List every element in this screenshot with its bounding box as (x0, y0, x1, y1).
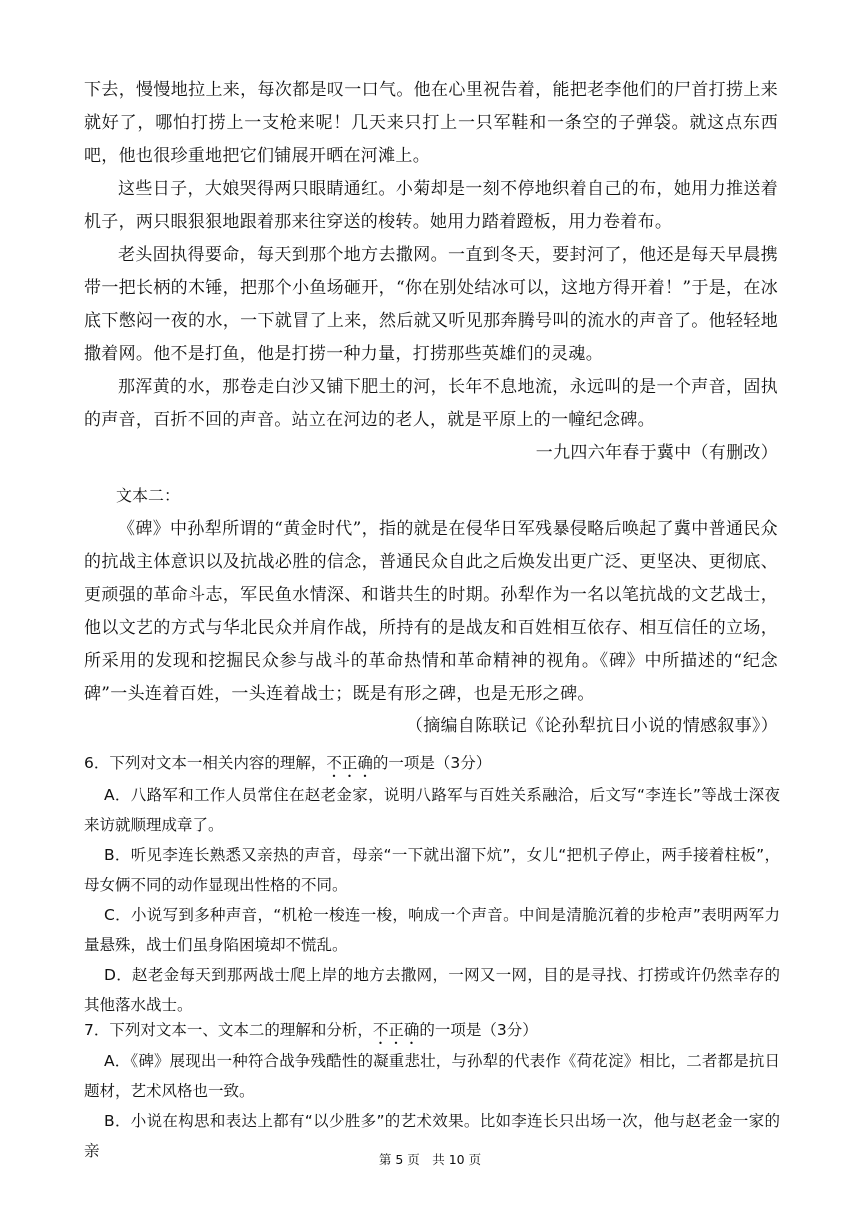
question-7-option-b: B．小说在构思和表达上都有“以少胜多”的艺术效果。比如李连长只出场一次，他与赵老金一家的亲 (84, 1112, 780, 1160)
text1-paragraph-4: 那浑黄的水，那卷走白沙又铺下肥土的河，长年不息地流，永远叫的是一个声音，固执的声音，百折不回的声音。站立在河边的老人，就是平原上的一幢纪念碑。 (84, 377, 778, 430)
question-7-stem (84, 1015, 778, 1048)
question-6-option-a: A．八路军和工作人员常住在赵老金家，说明八路军与百姓关系融洽，后文写“李连长”等战士深夜来访就顺理成章了。 (84, 786, 780, 834)
question-6-stem (84, 748, 778, 781)
question-7-stem-prefix: 7．下列对文本一、文本二的理解和分析， (84, 1021, 373, 1039)
text1-signature: 一九四六年春于冀中（有删改） (535, 443, 778, 463)
text1-paragraph-2: 这些日子，大娘哭得两只眼睛通红。小菊却是一刻不停地织着自己的布，她用力推送着机子，两只眼狠狠地跟着那来往穿送的梭转。她用力踏着蹬板，用力卷着布。 (84, 179, 778, 232)
text2-source: （摘编自陈联记《论孙犁抗日小说的情感叙事》） (405, 716, 778, 736)
question-6-option-c: C．小说写到多种声音，“机枪一梭连一梭，响成一个声音。中间是清脆沉着的步枪声”表明两军力量悬殊，战士们虽身陷困境却不慌乱。 (84, 906, 780, 954)
question-6-stem-emphasis: 不正确 (326, 754, 373, 772)
question-6-option-b: B．听见李连长熟悉又亲热的声音，母亲“一下就出溜下炕”，女儿“把机子停止，两手接着柱板”，母女俩不同的动作显现出性格的不同。 (84, 846, 780, 894)
question-6-option-d: D．赵老金每天到那两战士爬上岸的地方去撒网，一网又一网，目的是寻找、打捞或许仍然幸存的其他落水战士。 (84, 966, 780, 1014)
question-6-stem-suffix: 的一项是（3分） (372, 754, 492, 772)
text2-label: 文本二： (116, 486, 181, 505)
page-footer: 第 5 页 共 10 页 (378, 1152, 482, 1167)
question-7-stem-suffix: 的一项是（3分） (419, 1021, 538, 1039)
question-7-option-a: A．《碑》展现出一种符合战争残酷性的凝重悲壮，与孙犁的代表作《荷花淀》相比，二者都是抗日题材，艺术风格也一致。 (84, 1052, 780, 1100)
text2-paragraph: 《碑》中孙犁所谓的“黄金时代”，指的就是在侵华日军残暴侵略后唤起了冀中普通民众的抗战主体意识以及抗战必胜的信念，普通民众自此之后焕发出更广泛、更坚决、更彻底、更顽强的革命斗志，军民鱼水情深、和谐共生的时期。孙犁作为一名以笔抗战的文艺战士，他以文艺的方式与华北民众并肩作战，所持有的是战友和百姓相互依存、相互信任的立场，所采用的发现和挖掘民众参与战斗的革命热情和革命精神的视角。《碑》中所描述的“纪念碑”一头连着百姓，一头连着战士；既是有形之碑，也是无形之碑。 (84, 519, 778, 704)
text1-paragraph-1: 下去，慢慢地拉上来，每次都是叹一口气。他在心里祝告着，能把老李他们的尸首打捞上来就好了，哪怕打捞上一支枪来呢！几天来只打上一只军鞋和一条空的子弹袋。就这点东西吧，他也很珍重地把它们铺展开晒在河滩上。 (84, 80, 778, 166)
question-6-stem-prefix: 6．下列对文本一相关内容的理解， (84, 754, 327, 772)
text1-paragraph-3: 老头固执得要命，每天到那个地方去撒网。一直到冬天，要封河了，他还是每天早晨携带一把长柄的木锤，把那个小鱼场砸开，“你在别处结冰可以，这地方得开着！”于是，在冰底下憋闷一夜的水，一下就冒了上来，然后就又听见那奔腾号叫的流水的声音了。他轻轻地撒着网。他不是打鱼，他是打捞一种力量，打捞那些英雄们的灵魂。 (84, 245, 778, 364)
question-7-stem-emphasis: 不正确 (372, 1021, 420, 1039)
